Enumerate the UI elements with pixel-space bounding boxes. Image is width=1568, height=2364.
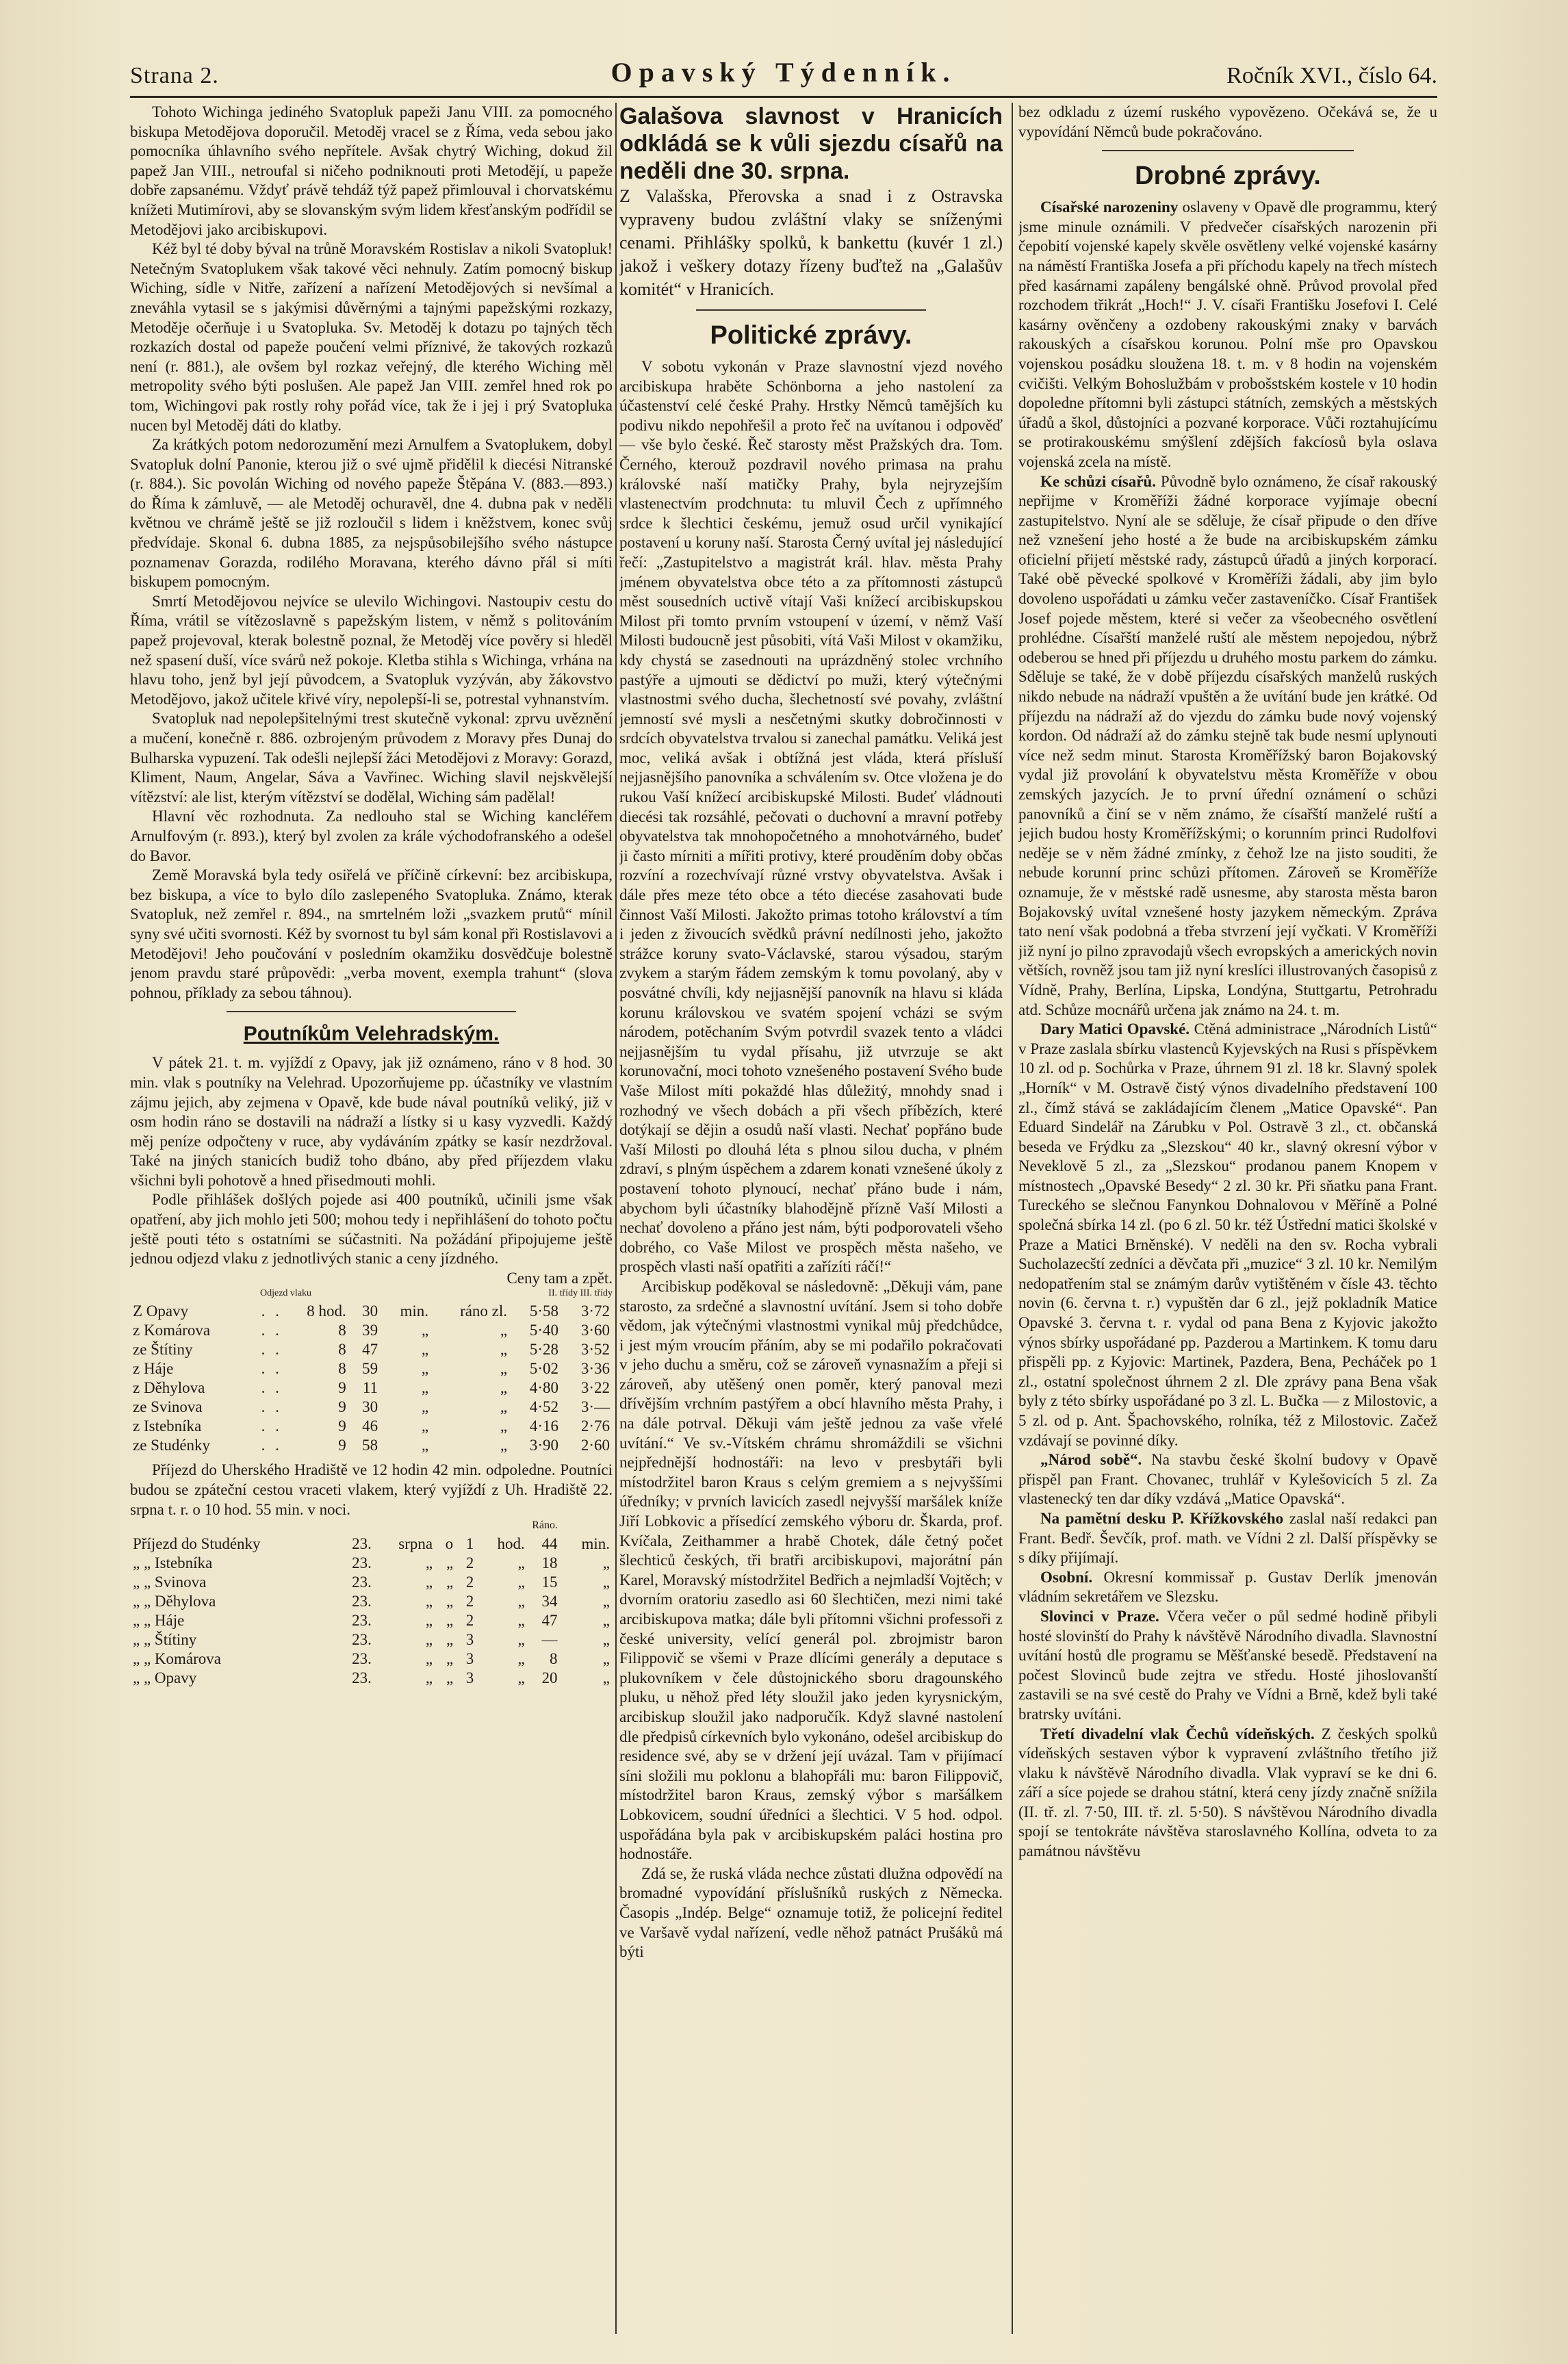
news-item <box>1018 472 1437 1020</box>
paragraph: V pátek 21. t. m. vyjíždí z Opavy, jak již oznámeno, ráno v 8 hod. 30 min. vlak s poutníky na Velehrad. Upozorňujeme pp. účastníky ve vlastním zájmu jejich, aby zejmena v Opavě, kde bude nával poutníků veliký, již v osm hodin ráno se dostavili na nádraží a lístky si u kasy vyzvedli. Každý měj peníze odpočteny v ruce, aby vydáváním zpátky se kasír nezdržoval. Také na jiných stanicích budiž toho dbáno, aby před příjezdem vlaku všichni byli pohotově a hned přisedmouti mohli. <box>130 1054 613 1189</box>
paragraph: Arcibiskup poděkoval se následovně: „Děkuji vám, pane starosto, za srdečné a slavnostní uvítání. Jsem si toho dobře vědom, jak výtečnými vlastnostmi vynikal můj předchůdce, i jest mým vroucím přáním, aby se mi podařilo pokračovati v jeho duchu a směru, což se zároveň vynasnažím a přeji si zároveň, aby utěšený onen poměr, který panoval mezi dřívějším vrchním pastýřem a obcí hlavního města Prahy, i na dále potrval. Děkuji vám ještě jednou za vaše vřelé uvítání.“ Ve sv.-Vítském chrámu shromáždili se všichni nejpřednější hodnostáři: na levo v presbytáři byli místodržitel baron Kraus s celým gremiem a s nejvyššími úředníky; v prvních lavicích zasedl nejvyšší maršálek kníže Jiří Lobkovic a přísedící zemského výboru dr. Škarda, prof. Kvíčala, Zeithammer a hrabě Chotek, dále četný počet šlechticů českých, tři bratři arcibiskupovi, majorátní pán Karel, Moravský místodržitel Bedřich a nejmladší Vojtěch; v dvorním oratoriu zasedlo asi 60 šlechtičen, mezi nimi také arcibiskupova matka; dále byli přítomni všichni professoři z české university, velící generál pol. zbrojmistr baron Filippovič se všemi v Praze dlícími generály a deputace s plukovníkem v čele důstojnického sboru dragounského pluku, u něhož před léty sloužil jako jeden kyrysnickým, arcibiskup sloužil jako nadporučík. Když slavné nastolení dle předpisů církevních bylo vykonáno, odešel arcibiskup do residence své, aby se v držení její uvázal. Tam v přijímací síni složili mu poklonu a blahopřáli mu: baron Filippovič, místodržitel baron Kraus, zemský výbor s maršálkem Lobkovicem, soudní úředníci a šlechtici. V 5 hod. odpol. uspořádána byla pak v arcibiskupském paláci hostina pro hodnostáře. <box>619 1277 1003 1863</box>
news-text: Včera večer o půl sedmé hodině přibyli hosté slovinští do Prahy k návštěvě Národního divadla. Slavnostní uvítání hostů dle programu se Měšťanské besedě. Představení na počest Slovinců bude zejtra ve středu. Hosté jihoslovanští zastavili se na své cestě do Prahy ve Vídni a Brně, kdež byli také bratrsky uvítáni. <box>1018 1607 1437 1723</box>
table-cell: „ <box>602 1631 610 1649</box>
paragraph: Svatopluk nad nepolepšitelnými trest skutečně vykonal: zprvu uvěznění a mučení, konečně r. 886. ozbrojeným průvodem z Moravy přes Dunaj do Bulharska vypuzení. Tak odešli nejlepší žáci Metodějovi z Moravy: Gorazd, Kliment, Naum, Angelar, Sáva a Vavřinec. Wiching slavil nejskvělejší vítězství: ale list, kterým vítězství se dodělal, Wiching sám padělal! <box>130 710 613 806</box>
news-item <box>1018 1725 1437 1862</box>
table-cell: „ <box>500 1341 508 1359</box>
news-lead: „Národ sobě“. <box>1040 1451 1142 1469</box>
news-lead: Třetí divadelní vlak Čechů vídeňských. <box>1040 1725 1315 1743</box>
paragraph: Země Moravská byla tedy osiřelá ve příčině církevní: bez arcibiskupa, bez biskupa, a více to bylo dílo zaslepeného Svatopluka. Známo, kterak Svatopluk, než zemřel r. 894., na smrtelném loži „svazkem prutů“ mínil syny své učiti svornosti. Kéž by svornost tu byl sám konal při Rostislavovi a Metodějovi! Jeho poučování v posledním okamžiku dosvědčuje bolestně jenom pravdu staré průpovědi: „verba movent, exempla trahunt“ (slova pohnou, příklady za sebou táhnou). <box>130 866 613 1001</box>
paragraph: Za krátkých potom nedorozumění mezi Arnulfem a Svatoplukem, dobyl Svatopluk dolní Panonie, kterou již o své ujmě přidělil k diecési Nitranské (r. 884.). Sic povolán Wiching od nového papeže Štěpána V. (883.—893.) do Říma k zámluvě, — ale Metoděj ochuravěl, dne 4. dubna pak v neděli květnou ve chrámě ještě se již rozloučil s lidem i kněžstvem, konec svůj předvídaje. Skonal 6. dubna 1885, za nejspůsobilejšího svého nástupce poznamenav Gorazda, rodilého Moravana, kterého dávno přál si míti biskupem pomocným. <box>130 436 613 591</box>
news-item <box>1018 1568 1437 1607</box>
paragraph: Podle přihlášek došlých pojede asi 400 poutníků, učinili jsme však opatření, aby jich mohlo jeti 500; mohou tedy i nepřihlášení do tohoto počtu ještě pouti této s ostatními se súčastniti. Na požádání připojujeme ještě jednou odjezd vlaku z jednotlivých stanic a ceny jízdného. <box>130 1191 613 1268</box>
table-cell: 39 <box>362 1322 378 1339</box>
paragraph: bez odkladu z území ruského vypovězeno. Očekává se, že u vypovídání Němců bude pokračováno. <box>1018 103 1437 140</box>
table-cell: 23. <box>352 1535 372 1553</box>
fare-row <box>130 1302 613 1321</box>
table-cell: 3·72 <box>580 1302 610 1320</box>
news-text: oslaveny v Opavě dle programmu, který jsme minule oznámili. V předvečer císařských narozenin při čepobití vojenské kapely skvěle osvětleny velké vojenské kasárny na náměstí Františka Josefa a při příchodu kapely na třech místech před kasárnami zapáleny bengálské ohně. Průvod provolal před rozchodem třikrát „Hoch!“ J. V. císaři Františku Josefovi I. Celé kasárny ověnčeny a ozdobeny rakouskými znaky v barvách rakouských a císařskou korunou. Polní mše pro Opavskou vojenskou posádku sloužena 18. t. m. v 8 hodin na vojenském cvičišti. Velkým Bohoslužbám v probošstském kostele v 10 hodin dopoledne přítomni byli zástupci státních, zemských a městských úřadů a škol, důstojníci a pozvané korporace. Vůči roztahujícímu se protirakouskému smýšlení zdějších fakcíosů byla oslava vojenská zcela na místě. <box>1018 198 1437 470</box>
table-cell: 47 <box>541 1612 558 1630</box>
news-lead: Slovinci v Praze. <box>1040 1607 1159 1625</box>
table-cell: ze Studénky <box>133 1437 211 1454</box>
table-cell: „ <box>517 1650 525 1668</box>
table-cell: 2·60 <box>580 1437 610 1454</box>
table-cell: z Istebníka <box>133 1417 202 1435</box>
table-cell: ze Štítiny <box>133 1341 193 1359</box>
news-text: Původně bylo oznámeno, že císař rakouský nepřijme v Kroměříži žádné korporace vyjímaje obecní zastupitelstvo. Nyní ale se sděluje, že císař připude o den dříve než vznešení jeho hosté a že bude na arcibiskupském zámku oficielní přijetí městské rady, zástupců úřadů a jiných korporací. Také obě pěvecké spolkové v Kroměříži žádali, aby jim bylo dovoleno uspořádati u zámku večer zastaveníčko. Císař František Josef pojede městem, které si večer za všeobecného osvětlení prohlédne. Císařští manželé ruští ale městem nepojedou, nýbrž odeberou se hned při příjezdu u druhého mostu parkem do zámku. Sděluje se také, že v době příjezdu císařských manželů ruských nikdo nebude na nádraží vpuštěn a že uvítání bude jen krátké. Od příjezdu na nádraží až do vjezdu do zámku bude nový vojenský kordon. Od nádraží až do zámku stejně tak bude nesmí uplynouti více než sedm minut. Starosta Kroměřížský baron Bojakovský vydal již provolání k obyvatelstvu města Kroměříže v obou zemských jazycích. Je to první úřední oznámení o schůzi panovníků a činí se v něm známo, že císařští manželé ruští a jejich budou hosty Kroměřížskými; o korunním princi Rudolfovi neděje se v něm žádné zmínky, z čehož lze na jisto souditi, že nebude korunní princ schůzi přítomen. Zároveň se Kroměříže oznamuje, že v městské radě usnesme, aby starosta města baron Bojakovský uvítal vznešené hosty jazykem německým. Zpráva tato není však podobná a třeba stvrzení její vyčkati. V Kroměříži již nyní jo pilno zpravodajů všech evropských a amerických novin větších, rovněž jsou tam již nyní kreslíci illustrovaných časopisů z Vídně, Prahy, Berlína, Lipska, Londýna, Stuttgartu, Petrohradu atd. Schůze mocnářů určena jak známo na 24. t. m. <box>1018 472 1437 1018</box>
table-cell: . <box>261 1379 266 1397</box>
arrival-row <box>130 1592 613 1611</box>
table-cell: . <box>275 1360 279 1378</box>
notice-heading: Galašova slavnost v Hranicích odkládá se k vůli sjezdu císařů na neděli dne 30. srpna. <box>619 103 1003 184</box>
table-cell: 2 <box>465 1593 474 1610</box>
news-lead: Na pamětní desku P. Křížkovského <box>1040 1509 1284 1527</box>
paragraph: Smrtí Metodějovou nejvíce se ulevilo Wichingovi. Nastoupiv cestu do Říma, vrátil se vítězoslavně s papežským listem, v němž s politováním papež projevoval, kterak bolestně poznal, že Metoděj více pověry si hleděl než spasení duší, více svárů než pokoje. Kletba stihla s Wichinga, vrhána na hlavu toho, jenž byl její původcem, a Svatopluk vyzýván, aby žákovstvo Metodějovo, jakož učitele křivé víry, nepolepší-li se, potrestal vyhnanstvím. <box>130 592 613 708</box>
table-cell: „ <box>602 1650 610 1668</box>
section-separator <box>227 1011 516 1012</box>
fare-row <box>130 1417 613 1436</box>
news-item <box>1018 1450 1437 1509</box>
table-cell: 23. <box>352 1593 372 1610</box>
table-cell: „ <box>602 1669 610 1687</box>
table-cell: „ <box>425 1669 433 1687</box>
table-cell: „ <box>421 1341 429 1359</box>
table-cell: „ „ Istebníka <box>133 1554 213 1572</box>
table-cell: „ <box>500 1322 508 1339</box>
table-cell: 4·80 <box>529 1379 558 1397</box>
table-cell: . <box>275 1437 279 1454</box>
table-cell: „ <box>425 1612 433 1630</box>
table-cell: 5·28 <box>529 1341 558 1359</box>
column-2 <box>619 103 1003 2334</box>
table-cell: „ <box>500 1360 508 1378</box>
fare-row <box>130 1378 613 1398</box>
table-cell: 46 <box>362 1417 378 1435</box>
arrival-row <box>130 1630 613 1649</box>
news-lead: Osobní. <box>1040 1568 1093 1586</box>
news-lead: Ke schůzi císařů. <box>1040 472 1156 490</box>
table-cell: „ „ Děhylova <box>133 1593 216 1610</box>
table-cell: . <box>261 1398 266 1416</box>
news-lead: Císařské narozeniny <box>1040 198 1179 216</box>
paragraph: V sobotu vykonán v Praze slavnostní vjezd nového arcibiskupa hraběte Schönborna a jeho nastolení za účastenství celé české Prahy. Hrstky Němců tamějších ku podivu nikdo nepohřešil a proto řeč na uvítanou i odpověď — vše bylo české. Řeč starosty měst Pražských dra. Tom. Černého, kterouž pozdravil nového primasa na prahu královské naší matičky Prahy, byla nejryzejším vlastenectvím prodchnuta: tu mluvil Čech z upřímného srdce k šlechtici českému, jemuž osud určil vynikající postavení u koruny naší. Starosta Černý uvítal jej následující řečí: „Zastupitelstvo a magistrát král. hlav. města Prahy jménem obyvatelstva obce této a za přítomnosti zástupců měst sousedních uctivě vítají Vaši knížecí arcibiskupskou Milost při tomto prvním vstoupení v území, v němž Vaší Milosti budoucně jest působiti, vítá Vaši Milost v okamžiku, kdy chystá se zasednouti na uprázdněný stolec vrchního pastýře a ujmouti se dědictví po muži, který výtečnými vlastnostmi svého ducha, šlechetností své povahy, zvláštní jemností své mysli a nesčetnými skutky dobročinnosti v srdcích obyvatelstva trvalou si zanechal památku. Veliká jest moc, veliká avšak i obtížná jest vláda, která přísluší nejjasnějšího panovníka a schválením sv. Otce vložena je do rukou Vaší knížecí arcibiskupské Milosti. Budeť vládnouti diecési tak rozsáhlé, pečovati o duchovní a mravní potřeby obyvatelstva tak mnohopočetného a mnohotvárného, budeť ji často mírniti a mířiti protivy, které prouděním doby občas rozvíní a rozechvívají různé vrstvy obyvatelstva. Avšak i dále přes meze této obce a této diecése zasahovati bude činnost Vaší Milosti. Jakožto primas totoho království a tím i jeden z živoucích svědků právní nedílnosti jeho, jakožto strážce koruny svato-Václavské, starou výsadou, starým zvykem a starým řádem zemským k tomu povolaný, aby v posvátné chvíli, kdy nejjasnější panovník na hlavu si kláda korunu královskou ve svatém spojení vcházi se svým národem, potěchaním Svým potvrdil svazek tento a vládci nejjasnějším tu vydal přísahu, již utvrzuje se akt korunovační, moci tohoto vznešeného postavení Svého bude Vaše Milost míti pokaždé hlas důležitý, mnohdy snad i rozhodný ve všech dobách a při všech příbězích, které dotýkají se dějin a osudů naší vlasti. Nechať popřáno bude Vaší Milosti po dlouhá léta s plnou silou ducha, v plném zdraví, s plným úspěchem a zdarem konati vznešené úkoly z postavení tohoto plynoucí, nechať přáno bude i nám, abychom byli účastníky blahodějně přízně Vaší Milosti a nechať dovoleno a přáno jest nám, býti podporovateli všeho dobrého, co Vaše Milost ve prospěch města našeho, ve prospěch vlasti naší opatřiti a zařízíti ráčí!“ <box>619 358 1003 1276</box>
table-cell: 2 <box>465 1554 474 1572</box>
fare-row <box>130 1340 613 1359</box>
table-cell: 2 <box>465 1612 474 1630</box>
table-cell: „ <box>421 1437 429 1454</box>
arrival-row <box>130 1554 613 1573</box>
arrivals-table <box>130 1534 613 1688</box>
news-item <box>1018 1509 1437 1568</box>
article-heading: Poutníkům Velehradským. <box>243 1023 500 1046</box>
table-cell: 2 <box>465 1573 474 1591</box>
page-header <box>130 53 1437 94</box>
column-3 <box>1018 103 1437 2334</box>
fare-subheader: II. třídy III. třídy <box>548 1288 613 1299</box>
table-cell: Příjezd do Studénky <box>133 1535 261 1553</box>
table-cell: „ <box>425 1650 433 1668</box>
table-cell: „ <box>425 1554 433 1572</box>
table-cell: 34 <box>541 1593 558 1610</box>
table-cell: 3 <box>465 1650 474 1668</box>
table-cell: o <box>445 1535 454 1553</box>
table-cell: . <box>275 1322 279 1339</box>
arrival-row <box>130 1669 613 1688</box>
table-cell: min. <box>400 1302 429 1320</box>
table-cell: — <box>541 1631 558 1649</box>
news-item <box>1018 1020 1437 1450</box>
table-cell: „ <box>425 1573 433 1591</box>
table-cell: 11 <box>362 1379 378 1397</box>
table-cell: „ <box>602 1573 610 1591</box>
table-cell: „ <box>446 1612 454 1630</box>
table-cell: 23. <box>352 1573 372 1591</box>
news-item <box>1018 198 1437 472</box>
table-cell: 2·76 <box>580 1417 610 1435</box>
section-heading: Drobné zprávy. <box>1135 162 1321 191</box>
table-cell: „ „ Háje <box>133 1612 185 1630</box>
table-cell: 3·52 <box>580 1341 610 1359</box>
fare-row <box>130 1321 613 1340</box>
arrivals-column-label: Ráno. <box>532 1519 558 1532</box>
fare-row <box>130 1436 613 1455</box>
table-cell: 3·36 <box>580 1360 610 1378</box>
table-cell: 5·40 <box>529 1322 558 1339</box>
table-cell: „ <box>602 1554 610 1572</box>
table-cell: . <box>275 1417 279 1435</box>
paragraph: Zdá se, že ruská vláda nechce zůstati dlužna odpovědí na bromadné vypovídání příslušníků ruských z Německa. Časopis „Indép. Belge“ oznamuje totiž, že policejní ředitel ve Varšavě vydal nařízení, vedle něhož patnáct Prušáků má býti <box>619 1864 1003 1961</box>
table-cell: 8 <box>550 1650 558 1668</box>
header-rule <box>130 96 1437 98</box>
table-cell: „ <box>421 1360 429 1378</box>
table-cell: 59 <box>362 1360 378 1378</box>
fare-header: Ceny tam a zpět. <box>506 1269 613 1287</box>
news-text: Z českých spolků vídeňských sestaven výbor k vypravení zvláštního třetího již vlaku k návštěvě Národního divadla. Vlak vypraví se ke dni 6. září a síce pojede se drahou státní, která ceny jízdy značně snížila (II. tř. zl. 7·50, III. tř. zl. 5·50). S návštěvou Národního divadla spojí se tentokráte návštěva staroslavného Kollína, odveta to za památnou návštěvu <box>1018 1725 1437 1860</box>
table-cell: 8 <box>338 1322 346 1339</box>
table-cell: „ <box>421 1417 429 1435</box>
table-cell: „ <box>517 1612 525 1630</box>
fare-row <box>130 1359 613 1378</box>
table-cell: 3·— <box>580 1398 610 1416</box>
table-cell: „ <box>500 1398 508 1416</box>
table-cell: z Háje <box>133 1360 174 1378</box>
table-cell: „ <box>500 1417 508 1435</box>
table-cell: „ <box>517 1554 525 1572</box>
news-lead: Dary Matici Opavské. <box>1040 1020 1190 1038</box>
table-cell: . <box>261 1437 266 1454</box>
table-cell: 9 <box>338 1379 346 1397</box>
table-cell: „ <box>446 1650 454 1668</box>
table-cell: 44 <box>541 1535 558 1553</box>
table-cell: „ „ Opavy <box>133 1669 197 1687</box>
table-cell: 30 <box>362 1302 378 1320</box>
table-cell: „ <box>421 1379 429 1397</box>
table-cell: „ „ Štítiny <box>133 1631 197 1649</box>
table-cell: . <box>261 1417 266 1435</box>
table-cell: ráno zl. <box>460 1302 508 1320</box>
section-separator <box>1102 150 1353 151</box>
arrival-row <box>130 1573 613 1592</box>
table-cell: „ <box>425 1593 433 1610</box>
table-cell: 1 <box>465 1535 474 1553</box>
arrival-row <box>130 1534 613 1554</box>
table-cell: 3 <box>465 1631 474 1649</box>
news-text: Ctěná administrace „Národních Listů“ v Praze zaslala sbírku vlastenců Kyjevských na Rusi s příspěvkem 10 zl. od p. Sochůrka v Praze, úhrnem 91 zl. 18 kr. Slavný spolek „Horník“ v M. Ostravě čistý výnos divadelního představení 100 zl., čímž stává se zakládajícím členem „Matice Opavské“. Pan Eduard Sindelář na Zárubku v Pol. Ostravě 3 zl., ct. občanská beseda ve Frýdku za „Slezskou“ 40 kr., slavný okresní výbor v Neveklově 5 zl., za „Slezskou“ prodanou panem Knopem v místnostech „Opavské Besedy“ 2 zl. 30 kr. Při sňatku pana Frant. Tureckého se slečnou Fanynkou Dohnalovou v Měříně a Polné společná sbírka 14 zl. (po 6 zl. 50 kr. též Ústřední matici školské v Praze a Matici Brněnské). V neděli na den sv. Rocha vybrali Sucholazecští zedníci a děvčata při „muzice“ 3 zl. 10 kr. Nemilým nedopatřením stal se známým darův vytištěném v čísle 43. těchto novin (6. června t. r.) vypuštěn dar 6 zl., jejž pokladník Matice Opavské 3. června t. r. vydal od pana Bena z Kyjovic jakožto výnos sbírky uspořádané pp. Pazderou a Martinkem. K tomu daru přispěli pp. z Kyjovic: Martinek, Pazdera, Bena, Pecháček po 1 zl., ostatní společnost úhrnem 2 zl. Dle zprávy pana Bena však byly z této sbírky uspořádané po 3 zl. L. Bučka — z Milostovic, a 5 zl. od p. Ant. Špachovského, rolníka, též z Milostovic. Začež vzdávají se povinné díky. <box>1018 1020 1437 1449</box>
table-cell: 30 <box>362 1398 378 1416</box>
table-cell: . <box>275 1341 279 1359</box>
table-cell: „ <box>421 1322 429 1339</box>
news-text: Okresní kommissař p. Gustav Derlík jmenován vládním sekretářem ve Slezsku. <box>1018 1568 1437 1606</box>
table-cell: . <box>261 1360 266 1378</box>
table-cell: 23. <box>352 1631 372 1649</box>
table-cell: hod. <box>497 1535 525 1553</box>
section-separator <box>696 309 926 311</box>
table-cell: 23. <box>352 1554 372 1572</box>
newspaper-title: Opavský Týdenník. <box>611 57 957 88</box>
table-cell: 3·90 <box>529 1437 558 1454</box>
table-cell: 3·60 <box>580 1322 610 1339</box>
table-cell: Z Opavy <box>133 1302 189 1320</box>
table-cell: . <box>275 1379 279 1397</box>
table-cell: „ <box>446 1593 454 1610</box>
fare-subheader: Odjezd vlaku <box>260 1288 312 1299</box>
table-cell: „ <box>421 1398 429 1416</box>
table-cell: 18 <box>541 1554 558 1572</box>
arrival-row <box>130 1611 613 1630</box>
news-item <box>1018 1607 1437 1725</box>
table-cell: z Děhylova <box>133 1379 205 1397</box>
table-cell: 23. <box>352 1612 372 1630</box>
table-cell: 5·02 <box>529 1360 558 1378</box>
table-cell: „ <box>446 1573 454 1591</box>
table-cell: 20 <box>541 1669 558 1687</box>
paragraph: Z Valašska, Přerovska a snad i z Ostravska vypraveny budou zvláštní vlaky se sníženými cenami. Přihlášky spolků, k bankettu (kuvér 1 zl.) jakož i veškery dotazy řízeny buďtež na „Galašův komitét“ v Hranicích. <box>619 186 1003 299</box>
table-cell: . <box>261 1302 266 1320</box>
table-cell: . <box>261 1341 266 1359</box>
table-cell: 4·16 <box>529 1417 558 1435</box>
table-cell: . <box>275 1398 279 1416</box>
news-text: zaslal naší redakci pan Frant. Bedř. Ševčík, prof. math. ve Vídni 2 zl. Další příspěvky se s díky přijímají. <box>1018 1509 1437 1567</box>
table-cell: 9 <box>338 1417 346 1435</box>
issue-info: Ročník XVI., číslo 64. <box>1226 63 1437 88</box>
table-cell: „ <box>517 1631 525 1649</box>
table-cell: 3·22 <box>580 1379 610 1397</box>
news-text: Na stavbu české školní budovy v Opavě přispěl pan Frant. Chovanec, truhlář v Kylešovicích 5 zl. Za vlastenecký ten dar díky vzdává „Matice Opavská“. <box>1018 1451 1437 1508</box>
table-cell: „ <box>500 1437 508 1454</box>
table-cell: „ <box>446 1631 454 1649</box>
table-cell: „ <box>602 1593 610 1610</box>
table-cell: „ <box>425 1631 433 1649</box>
table-cell: 15 <box>541 1573 558 1591</box>
table-cell: 8 hod. <box>307 1302 346 1320</box>
fare-row <box>130 1398 613 1417</box>
table-cell: . <box>275 1302 279 1320</box>
column-divider <box>1012 103 1013 2334</box>
table-cell: 5·58 <box>529 1302 558 1320</box>
table-cell: 9 <box>338 1437 346 1454</box>
paragraph: Hlavní věc rozhodnuta. Za nedlouho stal se Wiching kancléřem Arnulfovým (r. 893.), který byl zvolen za krále východofranského a odešel do Bavor. <box>130 808 613 864</box>
table-cell: 58 <box>362 1437 378 1454</box>
table-cell: 47 <box>362 1341 378 1359</box>
fare-table <box>130 1302 613 1455</box>
paragraph: Příjezd do Uherského Hradiště ve 12 hodin 42 min. odpoledne. Poutníci budou se zpáteční cestou vraceti vlakem, který vyjíždí z Uh. Hradiště 22. srpna t. r. o 10 hod. 55 min. v noci. <box>130 1461 613 1518</box>
column-divider <box>615 103 617 2334</box>
table-cell: „ <box>446 1669 454 1687</box>
table-cell: „ <box>602 1612 610 1630</box>
table-cell: 3 <box>465 1669 474 1687</box>
table-cell: z Komárova <box>133 1322 211 1339</box>
table-cell: . <box>261 1322 266 1339</box>
paragraph: Tohoto Wichinga jediného Svatopluk papeži Janu VIII. za pomocného biskupa Metodějova doporučil. Metoděj vracel se z Říma, veda sebou jako pomocníka úhlavního svého nepřítele. Avšak chytrý Wiching, dokud žil papež Jan VIII., netroufal si ničeho podniknouti proti Metodějí, u papeže dobře zapsanému. Vždyť právě tehdáž týž papež přimlouval i chorvatskému knížeti Mutimírovi, aby se slovanským svým lidem křesťanským podřídil se Metodějovi jako arcibiskupovi. <box>130 103 613 238</box>
table-cell: „ <box>517 1573 525 1591</box>
arrival-row <box>130 1649 613 1669</box>
table-cell: „ <box>517 1593 525 1610</box>
table-cell: 23. <box>352 1650 372 1668</box>
table-cell: „ <box>446 1554 454 1572</box>
section-heading: Politické zprávy. <box>710 321 912 350</box>
table-cell: 4·52 <box>529 1398 558 1416</box>
table-cell: „ <box>500 1379 508 1397</box>
table-cell: srpna <box>398 1535 433 1553</box>
paragraph: Kéž byl té doby býval na trůně Moravském Rostislav a nikoli Svatopluk! Netečným Svatoplukem však takové věci nehnuly. Zatím pomocný biskup Wiching, sídle v Nitře, zařízení a nařízení Metodějových si nevšímal a zneváhla vytasil se s jakýmisi důvěrnými a tajnými papežskými rozkazy, Metoděje očerňuje i u Svatopluka. Sv. Metoděj k dotazu po tajných těch rozkazích dostal od papeže poučení velmi příznivé, že takových rozkazů není (r. 881.), ale ovšem byl rozkaz veřejný, dle kterého Wiching měl metropolity svého býti poslušen. Ale papež Jan VIII. zemřel hned rok po tom, Wichingovi pak rostly rohy pořád více, tak že i jej i prý Svatopluka nucen byl Metoděj dáti do klatby. <box>130 240 613 434</box>
table-cell: 23. <box>352 1669 372 1687</box>
table-cell: „ „ Svinova <box>133 1573 207 1591</box>
table-cell: 9 <box>338 1398 346 1416</box>
table-cell: 8 <box>338 1360 346 1378</box>
table-cell: min. <box>581 1535 610 1553</box>
table-cell: „ „ Komárova <box>133 1650 221 1668</box>
page-number: Strana 2. <box>130 63 219 88</box>
table-cell: 8 <box>338 1341 346 1359</box>
table-cell: ze Svinova <box>133 1398 203 1416</box>
table-cell: „ <box>517 1669 525 1687</box>
column-1 <box>130 103 613 2334</box>
